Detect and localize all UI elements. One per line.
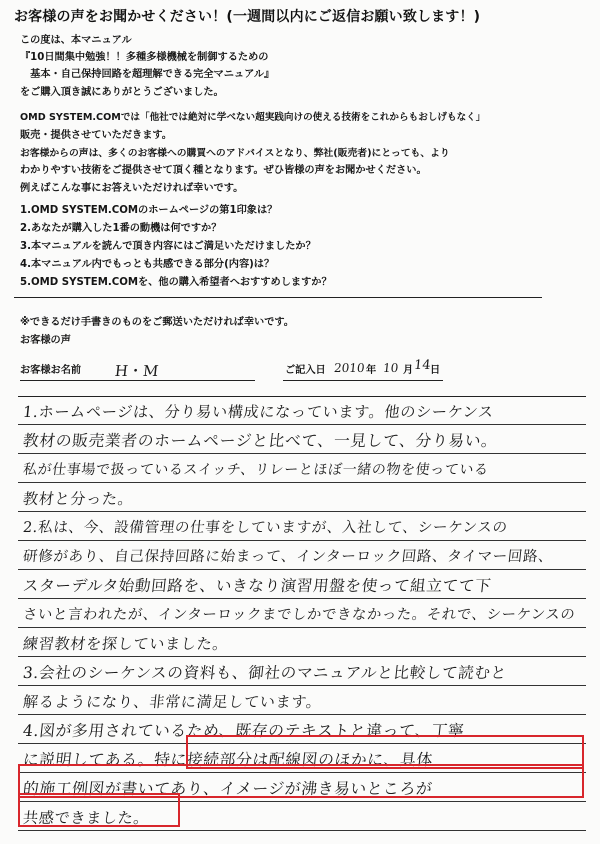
name-underline	[20, 380, 255, 381]
name-value: H・M	[114, 362, 160, 380]
intro-line: この度は、本マニュアル	[20, 35, 132, 46]
date-year: 2010	[333, 361, 366, 375]
answer-line: 教材の販売業者のホームページと比べて、一見して、分り易い。	[22, 431, 499, 450]
answer-line: 私が仕事場で扱っているスイッチ、リレーとほぼ一緒の物を使っている	[22, 462, 490, 478]
answer-line: 1.ホームページは、分り易い構成になっています。他のシーケンス	[22, 403, 495, 421]
answer-line: 練習教材を探していました。	[22, 635, 230, 653]
date-day-unit: 日	[430, 365, 441, 376]
intro-line: 販売・提供させていただきます。	[20, 130, 172, 141]
ruled-line	[18, 482, 586, 483]
answer-line: 共感できました。	[22, 809, 151, 827]
ruled-line	[18, 569, 586, 570]
intro-line: OMD SYSTEM.COMでは「他社では絶対に学べない超実践向けの使える技術をこれからもおしげもなく」	[20, 112, 486, 123]
question-item: 3.本マニュアルを読んで頂き内容にはご満足いただけましたか？	[20, 241, 316, 252]
question-item: 2.あなたが購入した1番の動機は何ですか？	[20, 223, 222, 234]
ruled-line	[18, 511, 586, 512]
ruled-line	[18, 714, 586, 715]
question-item: 1.OMD SYSTEM.COMのホームページの第1印象は？	[20, 205, 278, 216]
highlight-box	[18, 793, 180, 827]
intro-line: 例えばこんな事にお答えいただければ幸いです。	[20, 183, 244, 194]
answer-line: に説明してある。特に接続部分は配線図のほかに、具体	[22, 750, 434, 769]
ruled-line	[18, 424, 586, 425]
answer-line: スターデルタ始動回路を、いきなり演習用盤を使って組立てて下	[22, 577, 493, 595]
divider	[14, 297, 542, 298]
question-item: 4.本マニュアル内でもっとも共感できる部分(内容)は？	[20, 259, 275, 270]
answer-line: 4.図が多用されているため、既存のテキストと違って、丁寧	[22, 721, 466, 740]
answer-line: 教材と分った。	[22, 490, 135, 508]
ruled-line	[18, 685, 586, 686]
date-day: 14	[413, 358, 432, 373]
ruled-line	[18, 656, 586, 657]
date-month-unit: 月	[403, 365, 414, 376]
answer-line: 解るようになり、非常に満足しています。	[22, 693, 323, 711]
intro-line: お客様からの声は、多くのお客様への購買へのアドバイスとなり、弊社(販売者)にとっても、より	[20, 148, 450, 159]
date-month: 10	[382, 361, 400, 375]
intro-line: をご購入頂き誠にありがとうございました。	[20, 87, 224, 98]
ruled-line	[18, 627, 586, 628]
question-item: 5.OMD SYSTEM.COMを、他の購入希望者へおすすめしますか？	[20, 277, 332, 288]
date-prefix: ご記入日	[285, 365, 326, 376]
answer-line: 研修があり、自己保持回路に始まって、インターロック回路、タイマー回路、	[22, 548, 555, 565]
intro-line: わかりやすい技術をご提供させて頂く種となります。ぜひ皆様の声をお聞かせください。	[20, 165, 427, 176]
intro-line: 『10日間集中勉強！！多種多様機械を制御するための	[20, 52, 269, 63]
ruled-line	[18, 540, 586, 541]
ruled-line	[18, 453, 586, 454]
date-underline	[283, 380, 443, 381]
ruled-line	[18, 598, 586, 599]
date-year-unit: 年	[366, 365, 377, 376]
answer-top-line	[18, 396, 586, 397]
form-title: お客様の声をお聞かせください！(一週間以内にご返信お願い致します！)	[14, 9, 481, 25]
ruled-line	[18, 830, 586, 831]
answer-line: さいと言われたが、インターロックまでしかできなかった。それで、シーケンスの	[22, 607, 577, 623]
section-label: お客様の声	[20, 335, 71, 346]
answer-line: 的施工例図が書いてあり、イメージが沸き易いところが	[22, 779, 434, 798]
intro-line: 基本・自己保持回路を超理解できる完全マニュアル』	[20, 69, 275, 80]
answer-line: 3.会社のシーケンスの資料も、御社のマニュアルと比較して読むと	[22, 664, 508, 682]
mail-note: ※できるだけ手書きのものをご郵送いただければ幸いです。	[20, 317, 294, 328]
name-label: お客様お名前	[20, 365, 82, 376]
answer-line: 2.私は、今、設備管理の仕事をしていますが、入社して、シーケンスの	[22, 519, 509, 536]
